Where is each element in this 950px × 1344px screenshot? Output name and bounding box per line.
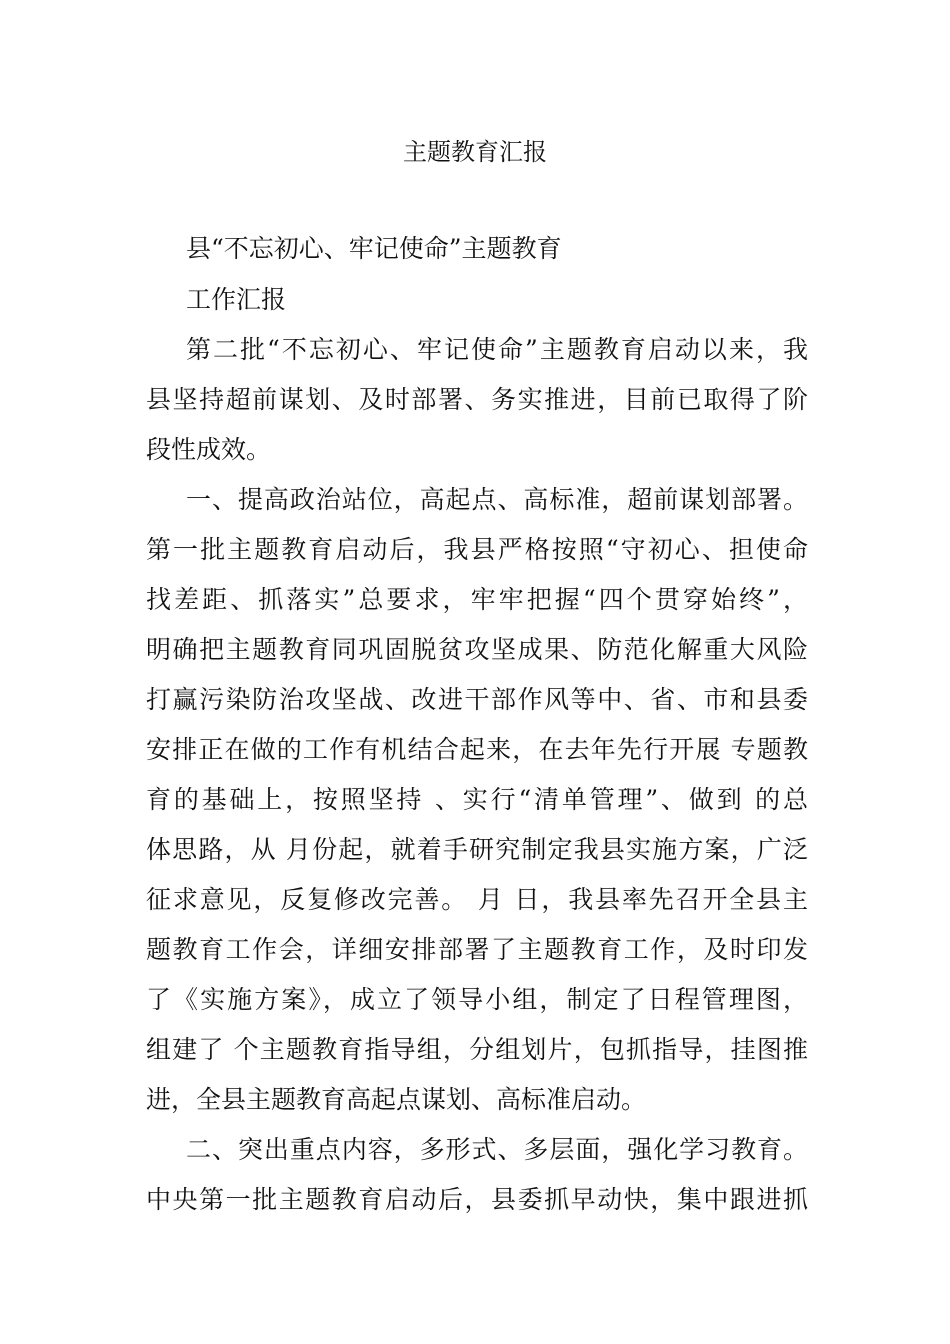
- subtitle-line: 县“不忘初心、牢记使命”主题教育: [186, 234, 562, 263]
- paragraph-line: 安排正在做的工作有机结合起来，在去年先行开展 专题教: [146, 735, 808, 764]
- paragraph-line: 中央第一批主题教育启动后，县委抓早动快，集中跟进抓: [146, 1185, 808, 1214]
- paragraph-line: 明确把主题教育同巩固脱贫攻坚成果、防范化解重大风险: [146, 635, 808, 664]
- paragraph-line: 县坚持超前谋划、及时部署、务实推进，目前已取得了阶: [146, 385, 808, 414]
- paragraph-line: 找差距、抓落实”总要求，牢牢把握“四个贯穿始终”，: [146, 585, 808, 614]
- paragraph-line: 段性成效。: [146, 435, 272, 464]
- paragraph-line: 体思路，从 月份起，就着手研究制定我县实施方案，广泛: [146, 835, 808, 864]
- document-title: 主题教育汇报: [403, 138, 547, 166]
- paragraph-line: 育的基础上，按照坚持 、实行“清单管理”、做到 的总: [146, 785, 808, 814]
- paragraph-line: 打赢污染防治攻坚战、改进干部作风等中、省、市和县委: [146, 685, 808, 714]
- paragraph-line: 进，全县主题教育高起点谋划、高标准启动。: [146, 1085, 647, 1114]
- paragraph-line: 一、提高政治站位，高起点、高标准，超前谋划部署。: [186, 485, 808, 514]
- paragraph-line: 组建了 个主题教育指导组，分组划片，包抓指导，挂图推: [146, 1035, 808, 1064]
- paragraph-line: 题教育工作会，详细安排部署了主题教育工作，及时印发: [146, 935, 808, 964]
- paragraph-line: 二、突出重点内容，多形式、多层面，强化学习教育。: [186, 1135, 808, 1164]
- paragraph-line: 第一批主题教育启动后，我县严格按照“守初心、担使命: [146, 535, 808, 564]
- paragraph-line: 第二批“不忘初心、牢记使命”主题教育启动以来，我: [186, 335, 808, 364]
- subtitle-line: 工作汇报: [186, 285, 287, 314]
- paragraph-line: 征求意见，反复修改完善。 月 日，我县率先召开全县主: [146, 885, 808, 914]
- paragraph-line: 了《实施方案》，成立了领导小组，制定了日程管理图，: [146, 985, 808, 1014]
